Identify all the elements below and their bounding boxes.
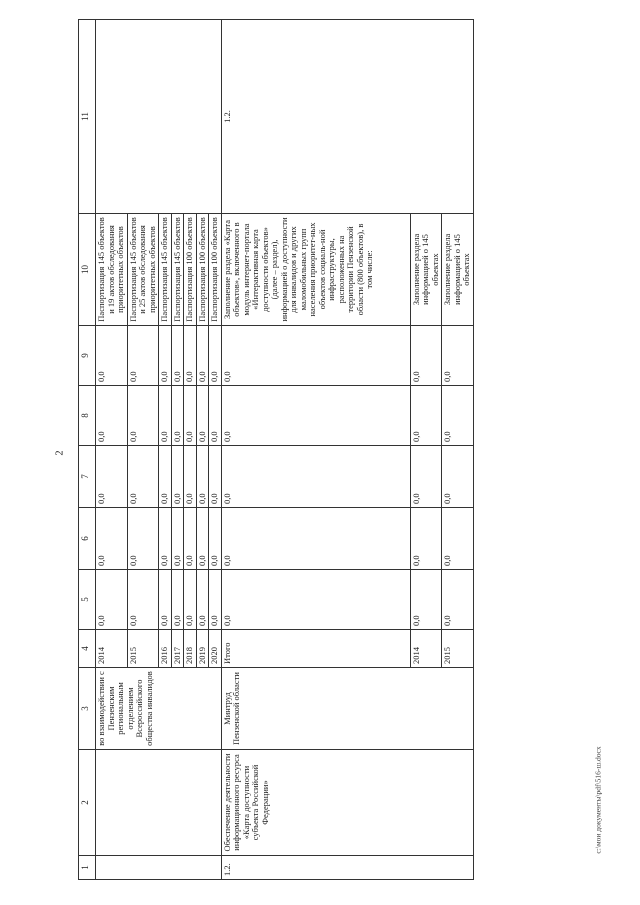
value-cell: 0,0: [442, 386, 474, 446]
value-cell: 0,0: [96, 508, 128, 570]
value-cell: 0,0: [159, 446, 172, 508]
value-cell: 0,0: [196, 446, 209, 508]
table-row: [221, 20, 410, 880]
total-label: Итого: [221, 630, 410, 668]
result-cell: Заполнение раздела информацией о 145 объектах: [442, 214, 474, 326]
value-cell: 0,0: [410, 446, 442, 508]
year-cell: 2015: [127, 630, 159, 668]
result-cell: Паспортизация 145 объектов: [159, 214, 172, 326]
executor-cell: во взаимодействии с Пензенским региональным отделением Всероссийского общества инвалидов: [96, 668, 222, 750]
value-cell: 0,0: [410, 570, 442, 630]
value-cell: 0,0: [171, 446, 184, 508]
header-cell: 9: [79, 326, 96, 386]
value-cell: 0,0: [159, 508, 172, 570]
value-cell: 0,0: [96, 386, 128, 446]
value-cell: 0,0: [96, 570, 128, 630]
result-cell: Паспортизация 145 объектов: [171, 214, 184, 326]
value-cell: 0,0: [159, 386, 172, 446]
rotated-table-wrapper: [78, 20, 598, 880]
value-cell: 0,0: [184, 386, 197, 446]
result-cell: Заполнение раздела «Карта объектов», включенного в модуль интернет-портала «Интерактивная карта доступности объектов» (далее – раздел), информацией о доступности для инвалидов и других маломобильных групп населения приоритет-ных объектов социаль-ной инфраструктуры, расположенных на территории Пензенской области (800 объектов), в том числе:: [221, 214, 410, 326]
value-cell: 0,0: [171, 326, 184, 386]
empty-cell: [96, 750, 222, 856]
header-row: [79, 20, 96, 880]
year-cell: 2019: [196, 630, 209, 668]
value-cell: 0,0: [442, 446, 474, 508]
header-cell: 6: [79, 508, 96, 570]
value-cell: 0,0: [196, 570, 209, 630]
value-cell: 0,0: [410, 326, 442, 386]
header-cell: 8: [79, 386, 96, 446]
value-cell: 0,0: [159, 326, 172, 386]
value-cell: 0,0: [410, 508, 442, 570]
value-cell: 0,0: [442, 326, 474, 386]
value-cell: 0,0: [127, 570, 159, 630]
header-cell: 4: [79, 630, 96, 668]
value-cell: 0,0: [96, 326, 128, 386]
program-table: [78, 19, 474, 880]
value-cell: 0,0: [184, 326, 197, 386]
value-cell: 0,0: [221, 446, 410, 508]
activity-name: Обеспечение деятельности информационного ресурса «Карта доступности субъекта Российской Федерации»: [221, 750, 473, 856]
year-cell: 2017: [171, 630, 184, 668]
year-cell: 2016: [159, 630, 172, 668]
value-cell: 0,0: [184, 508, 197, 570]
value-cell: 0,0: [127, 446, 159, 508]
page-number: 2: [54, 450, 66, 456]
value-cell: 0,0: [196, 326, 209, 386]
year-cell: 2020: [209, 630, 222, 668]
value-cell: 0,0: [171, 570, 184, 630]
header-cell: 11: [79, 20, 96, 214]
value-cell: 0,0: [209, 446, 222, 508]
empty-cell: [96, 856, 222, 880]
value-cell: 0,0: [127, 386, 159, 446]
executor-cell: Минтруд Пензенской области: [221, 668, 473, 750]
value-cell: 0,0: [221, 570, 410, 630]
year-cell: 2014: [410, 630, 442, 668]
value-cell: 0,0: [127, 326, 159, 386]
value-cell: 0,0: [127, 508, 159, 570]
value-cell: 0,0: [171, 508, 184, 570]
value-cell: 0,0: [410, 386, 442, 446]
header-cell: 5: [79, 570, 96, 630]
header-cell: 1: [79, 856, 96, 880]
value-cell: 0,0: [209, 508, 222, 570]
header-cell: 7: [79, 446, 96, 508]
year-cell: 2018: [184, 630, 197, 668]
value-cell: 0,0: [221, 386, 410, 446]
table-row: [96, 20, 128, 880]
footer-file-path: c:\мои документы\pdf\516-ш.docx: [593, 746, 603, 854]
year-cell: 2014: [96, 630, 128, 668]
result-cell: Паспортизация 145 объектов и 19 актов обследования приоритетных объектов: [96, 214, 128, 326]
value-cell: 0,0: [442, 570, 474, 630]
value-cell: 0,0: [159, 570, 172, 630]
result-cell: Паспортизация 100 объектов: [196, 214, 209, 326]
header-cell: 10: [79, 214, 96, 326]
value-cell: 0,0: [196, 386, 209, 446]
year-cell: 2015: [442, 630, 474, 668]
result-cell: Заполнение раздела информацией о 145 объектах: [410, 214, 442, 326]
item-number: 1.2.: [221, 856, 473, 880]
value-cell: 0,0: [221, 326, 410, 386]
indicator-cell: 1.2.: [221, 20, 473, 214]
value-cell: 0,0: [96, 446, 128, 508]
value-cell: 0,0: [221, 508, 410, 570]
result-cell: Паспортизация 100 объектов: [209, 214, 222, 326]
value-cell: 0,0: [209, 326, 222, 386]
value-cell: 0,0: [209, 386, 222, 446]
empty-cell: [96, 20, 222, 214]
value-cell: 0,0: [171, 386, 184, 446]
value-cell: 0,0: [442, 508, 474, 570]
header-cell: 3: [79, 668, 96, 750]
value-cell: 0,0: [184, 570, 197, 630]
header-cell: 2: [79, 750, 96, 856]
result-cell: Паспортизация 145 объектов и 25 актов обследования приоритетных объектов: [127, 214, 159, 326]
value-cell: 0,0: [209, 570, 222, 630]
value-cell: 0,0: [184, 446, 197, 508]
result-cell: Паспортизация 100 объектов: [184, 214, 197, 326]
value-cell: 0,0: [196, 508, 209, 570]
